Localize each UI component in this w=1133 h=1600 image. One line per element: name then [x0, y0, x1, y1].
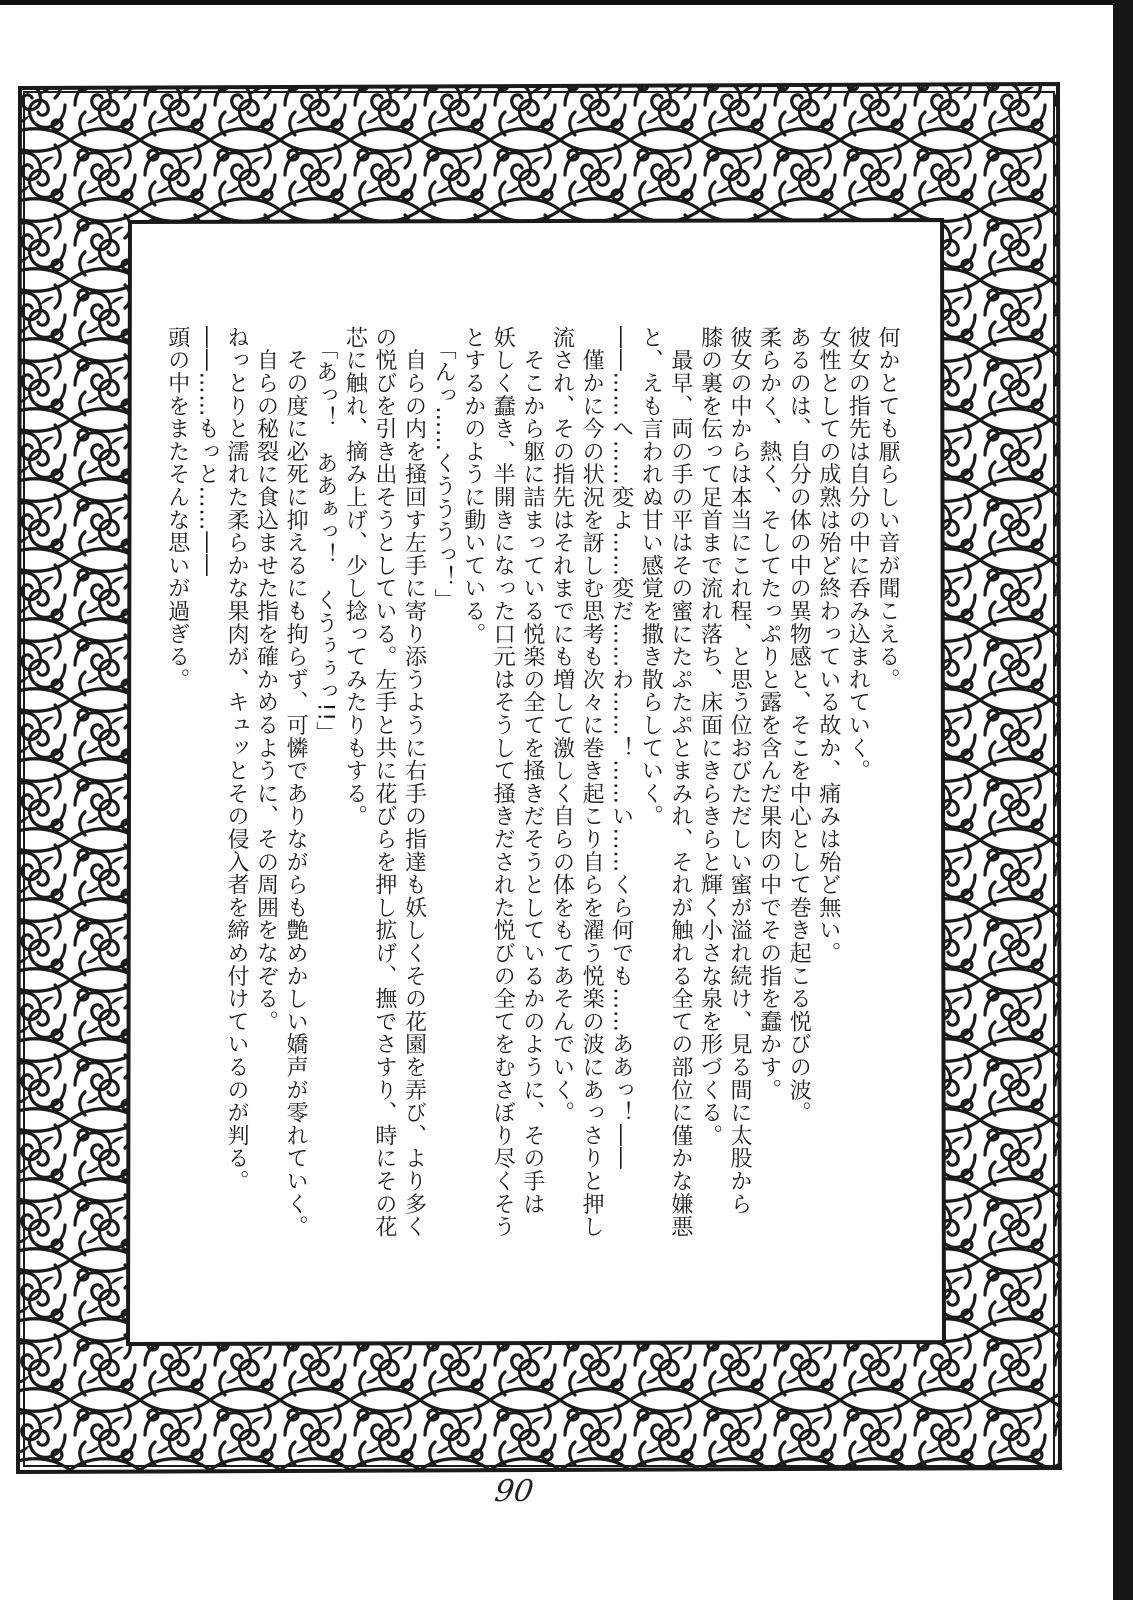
- text-column: 妖しく蠢き、半開きになった口元はそうして掻きだされた悦びの全てをむさぼり尽くそう: [490, 326, 516, 1238]
- page-number: 90: [492, 1474, 536, 1509]
- text-column: とするかのように動いている。: [460, 326, 486, 646]
- text-column: 何かとても厭らしい音が聞こえる。: [875, 326, 900, 691]
- text-column: 僅かに今の状況を訝しむ思考も次々に巻き起こり自らを濯う悦楽の波にあっさりと押し: [579, 326, 605, 1238]
- text-column: 最早、両の手の平はその蜜にたぷたぷとまみれ、それが触れる全ての部位に僅かな嫌悪: [667, 326, 693, 1238]
- text-column: 「んっ……くうううっ！」: [431, 326, 457, 612]
- text-column: 柔らかく、熱く、そしてたっぷりと露を含んだ果肉の中でその指を蠢かす。: [756, 326, 782, 1102]
- text-column: 「あっ！ ああぁっ！ くうぅぅっ!!」: [312, 326, 338, 745]
- text-column: 流され、その指先はそれまでにも増して激しく自らの体をもてあそんでいく。: [549, 326, 575, 1124]
- text-column: 彼女の中からは本当にこれ程、と思う位おびただしい蜜が溢れ続け、見る間に太股から: [727, 326, 753, 1216]
- text-column: 膝の裏を伝って足首まで流れ落ち、床面にきらきらと輝く小さな泉を形づくる。: [697, 326, 723, 1147]
- text-column: ねっとりと濡れた柔らかな果肉が、キュッとその侵入者を締め付けているのが判る。: [223, 326, 249, 1193]
- text-column: 芯に触れ、摘み上げ、少し捻ってみたりもする。: [342, 326, 368, 828]
- text-column: の悦びを引き出そうとしている。左手と共に花びらを押し拡げ、撫でさすり、時にその花: [371, 326, 397, 1238]
- text-column: その度に必死に抑えるにも拘らず、可憐でありながらも艶めかしい嬌声が零れていく。: [283, 326, 309, 1238]
- text-column: 自らの内を掻回す左手に寄り添うように右手の指達も妖しくその花園を弄び、より多く: [401, 326, 427, 1238]
- text-column: ――……もっと……――: [194, 326, 220, 577]
- text-column: あるのは、自分の体の中の異物感と、そこを中心として巻き起こる悦びの波。: [786, 326, 812, 1124]
- vertical-prose-text: [160, 326, 902, 1256]
- text-column: 頭の中をまたそんな思いが過ぎる。: [164, 326, 190, 691]
- text-column: 女性としての成熟は殆ど終わっている故か、痛みは殆ど無い。: [815, 326, 841, 965]
- text-column: そこから躯に詰まっている悦楽の全てを掻きだそうとしているかのように、その手は: [519, 326, 545, 1216]
- text-column: 自らの秘裂に食込ませた指を確かめるように、その周囲をなぞる。: [253, 326, 279, 1033]
- text-column: ――……へ……変よ……変だ……わ……！……い……くら何でも……ああっ！――: [608, 326, 634, 1170]
- text-column: と、えも言われぬ甘い感覚を撒き散らしていく。: [638, 326, 664, 828]
- text-column: 彼女の指先は自分の中に呑み込まれていく。: [845, 326, 871, 782]
